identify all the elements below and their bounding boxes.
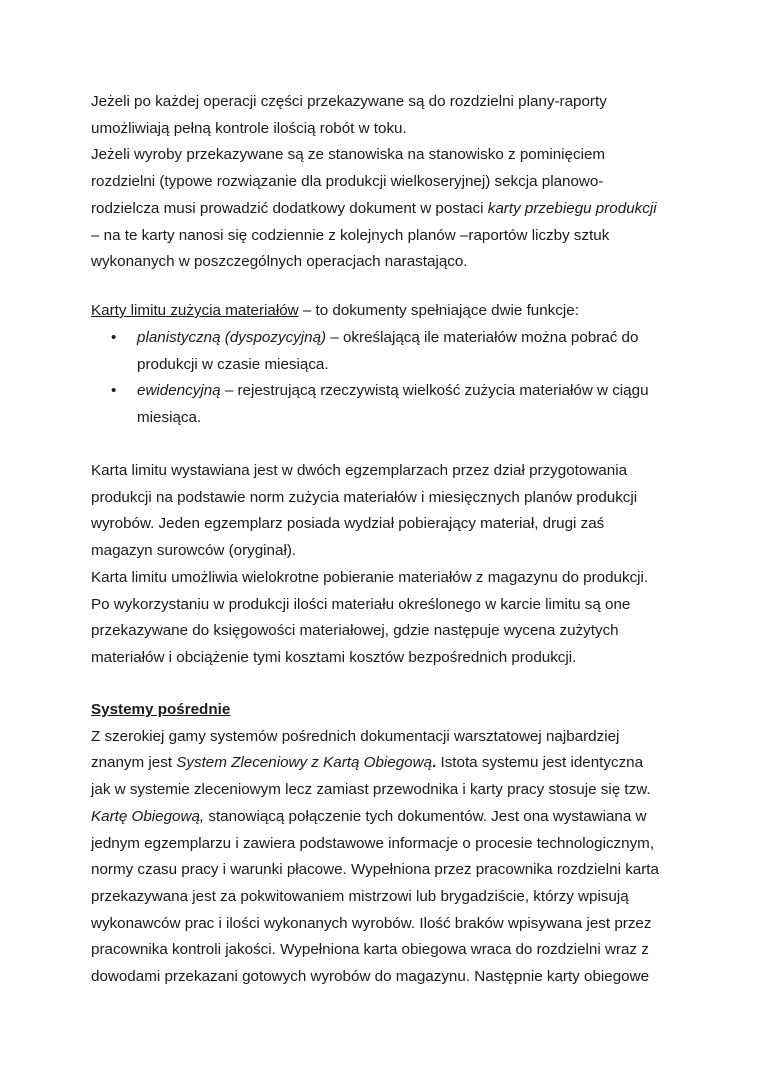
paragraph-karta-limitu: [91, 458, 691, 672]
text-line: [137, 325, 691, 352]
text-line: [91, 750, 691, 777]
text-line: normy czasu pracy i warunki płacowe. Wypełniona przez pracownika rozdzielni karta: [91, 861, 659, 879]
text-line: Z szerokiej gamy systemów pośrednich dokumentacji warsztatowej najbardziej: [91, 727, 620, 745]
text-line: wykonawców prac i ilości wykonanych wyrobów. Ilość braków wpisywana jest przez: [91, 914, 652, 932]
section-systemy-posrednie: [91, 697, 691, 991]
text-run: znanym jest: [91, 754, 177, 772]
paragraph-dokumentacja: [91, 89, 691, 276]
text-run: – to dokumenty spełniające dwie funkcje:: [298, 302, 579, 319]
underlined-term: Karty limitu zużycia materiałów: [91, 302, 299, 319]
text-line: pracownika kontroli jakości. Wypełniona karta obiegowa wraca do rozdzielni wraz z: [91, 941, 649, 959]
text-line: jak w systemie zleceniowym lecz zamiast przewodnika i karty pracy stosuje się tzw.: [91, 781, 651, 799]
text-line: wyrobów. Jeden egzemplarz posiada wydział pobierający materiał, drugi zaś: [91, 515, 605, 533]
italic-term: ewidencyjną: [137, 382, 221, 400]
text-run: Istota systemu jest identyczna: [436, 754, 644, 772]
function-list: [91, 325, 691, 432]
text-line: umożliwiają pełną kontrole ilością robót w toku.: [91, 119, 407, 137]
list-item: [91, 325, 691, 378]
italic-term: planistyczną (dyspozycyjną): [137, 329, 327, 346]
italic-term: Kartę Obiegową,: [91, 807, 205, 825]
text-line: miesiąca.: [137, 409, 202, 427]
bullet-icon: •: [111, 329, 117, 346]
text-line: dowodami przekazani gotowych wyrobów do magazynu. Następnie karty obiegowe: [91, 968, 650, 986]
list-item: [91, 378, 691, 431]
text-line: Karta limitu umożliwia wielokrotne pobieranie materiałów z magazynu do produkcji.: [91, 568, 649, 586]
text-line: Po wykorzystaniu w produkcji ilości materiału określonego w karcie limitu są one: [91, 595, 631, 613]
text-line: – na te karty nanosi się codziennie z kolejnych planów –raportów liczby sztuk: [91, 226, 610, 244]
text-line: Jeżeli po każdej operacji części przekazywane są do rozdzielni plany-raporty: [91, 93, 607, 110]
bullet-icon: •: [111, 382, 117, 400]
text-line: jednym egzemplarzu i zawiera podstawowe informacje o procesie technologicznym,: [91, 834, 655, 852]
italic-term: karty przebiegu produkcji: [487, 199, 657, 217]
text-run: stanowiącą połączenie tych dokumentów. Jest ona wystawiana w: [204, 807, 647, 825]
text-line: przekazywana jest za pokwitowaniem mistrzowi lub brygadziście, którzy wpisują: [91, 887, 629, 905]
paragraph-karty-limitu: [91, 298, 691, 325]
text-line: Jeżeli wyroby przekazywane są ze stanowiska na stanowisko z pominięciem: [91, 146, 606, 164]
text-run: – rejestrującą rzeczywistą wielkość zużycia materiałów w ciągu: [220, 382, 649, 400]
text-run: – określającą ile materiałów można pobrać do: [326, 329, 639, 346]
text-line: materiałów i obciążenie tymi kosztami kosztów bezpośrednich produkcji.: [91, 648, 577, 666]
bold-period: .: [432, 754, 437, 772]
text-line: produkcji w czasie miesiąca.: [137, 355, 329, 373]
text-line: wykonanych w poszczególnych operacjach narastająco.: [91, 253, 468, 271]
section-heading: Systemy pośrednie: [91, 701, 231, 718]
text-line: magazyn surowców (oryginał).: [91, 542, 297, 560]
text-line: produkcji na podstawie norm zużycia materiałów i miesięcznych planów produkcji: [91, 488, 638, 506]
text-line: przekazywane do księgowości materiałowej, gdzie następuje wycena zużytych: [91, 622, 619, 640]
text-line: rozdzielni (typowe rozwiązanie dla produkcji wielkoseryjnej) sekcja planowo-: [91, 173, 604, 191]
text-line: Karta limitu wystawiana jest w dwóch egzemplarzach przez dział przygotowania: [91, 462, 628, 479]
text-line: [91, 196, 691, 223]
text-line: [137, 378, 691, 405]
text-run: rodzielcza musi prowadzić dodatkowy dokument w postaci: [91, 199, 488, 217]
italic-term: System Zleceniowy z Kartą Obiegową: [176, 754, 433, 772]
text-line: [91, 804, 691, 831]
text-line: [91, 298, 691, 325]
